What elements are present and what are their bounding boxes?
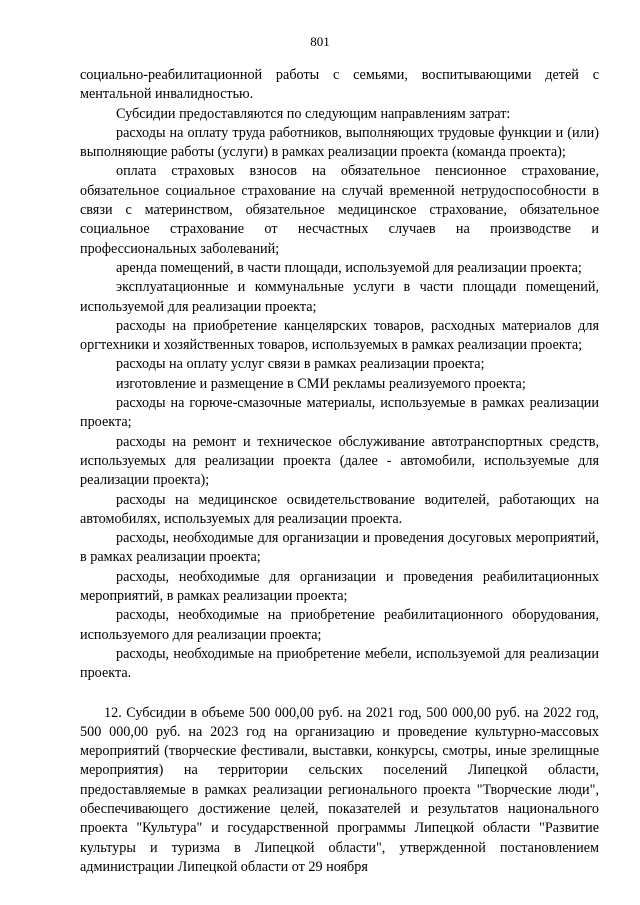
paragraph-subsidy-directions: Субсидии предоставляются по следующим направлениям затрат: — [116, 105, 511, 122]
list-item-communication: расходы на оплату услуг связи в рамках реализации проекта; — [116, 356, 485, 373]
list-item-medical-exam: расходы на медицинское освидетельствование водителей, работающих на автомобилях, используемых для реализации проекта. — [80, 491, 599, 527]
list-item-rent: аренда помещений, в части площади, используемой для реализации проекта; — [116, 259, 582, 276]
document-body — [80, 66, 599, 877]
list-item-leisure-events: расходы, необходимые для организации и проведения досуговых мероприятий, в рамках реализации проекта; — [80, 530, 599, 566]
list-item-rehab-equipment: расходы, необходимые на приобретение реабилитационного оборудования, используемого для реализации проекта; — [80, 607, 599, 643]
section-12-paragraph: 12. Субсидии в объеме 500 000,00 руб. на 2021 год, 500 000,00 руб. на 2022 год, 500 000,00 руб. на 2023 год на организацию и проведение культурно-массовых мероприятий (творческие фестивали, выставки, конкурсы, смотры, иные зрелищные мероприятия) на территории сельских поселений Липецкой области, предоставляемые в рамках реализации регионального проекта "Творческие люди", обеспечивающего достижение целей, показателей и результатов национального проекта "Культура" и государственной программы Липецкой области "Развитие культуры и туризма в Липецкой области", утвержденной постановлением администрации Липецкой области от 29 ноября — [80, 704, 599, 875]
list-item-vehicle-maintenance: расходы на ремонт и техническое обслуживание автотранспортных средств, используемых для реализации проекта (далее - автомобили, используемые для реализации проекта); — [80, 433, 599, 489]
paragraph-spacer — [80, 684, 599, 704]
list-item-furniture: расходы, необходимые на приобретение мебели, используемой для реализации проекта. — [80, 645, 599, 682]
list-item-utilities: эксплуатационные и коммунальные услуги в части площади помещений, используемой для реализации проекта; — [80, 279, 599, 315]
page-number: 801 — [310, 34, 330, 49]
list-item-rehab-events: расходы, необходимые для организации и проведения реабилитационных мероприятий, в рамках реализации проекта; — [80, 568, 599, 605]
list-item-labor-costs: расходы на оплату труда работников, выполняющих трудовые функции и (или) выполняющие работы (услуги) в рамках реализации проекта (команда проекта); — [80, 124, 599, 161]
list-item-insurance: оплата страховых взносов на обязательное пенсионное страхование, обязательное социальное страхование на случай временной нетрудоспособности в связи с материнством, обязательное медицинское страхование, обязательное социальное страхование от несчастных случаев на производстве и профессиональных заболеваний; — [80, 163, 599, 257]
list-item-fuel: расходы на горюче-смазочные материалы, используемые в рамках реализации проекта; — [80, 395, 599, 431]
list-item-stationery: расходы на приобретение канцелярских товаров, расходных материалов для оргтехники и хозяйственных товаров, используемых в рамках реализации проекта; — [80, 317, 599, 354]
paragraph-continuation: социально-реабилитационной работы с семьями, воспитывающими детей с ментальной инвалидностью. — [80, 67, 599, 103]
list-item-advertising: изготовление и размещение в СМИ рекламы реализуемого проекта; — [116, 375, 526, 392]
